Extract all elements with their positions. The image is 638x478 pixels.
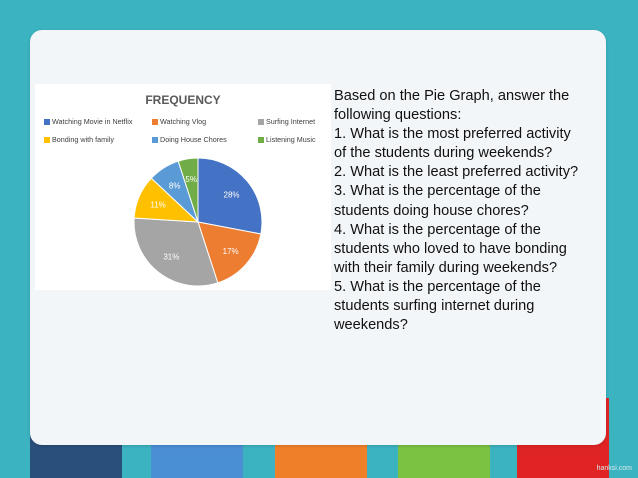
legend-label: Watching Vlog (160, 117, 207, 126)
legend-label: Doing House Chores (160, 135, 227, 144)
question-5: 5. What is the percentage of the students surfing internet during weekends? (334, 278, 541, 334)
pie-chart-panel (35, 84, 331, 290)
watermark: hanksi.com (596, 465, 632, 472)
question-1: 1. What is the most preferred activity of the students during weekends? (334, 126, 571, 162)
question-text (334, 87, 579, 335)
pie-slice-label-0: 28% (223, 190, 240, 200)
pie-slice-label-3: 11% (150, 200, 166, 210)
pie-chart (35, 84, 331, 290)
pie-slice-label-4: 8% (168, 181, 181, 191)
question-3: 3. What is the percentage of the students doing house chores? (334, 183, 541, 219)
legend-label: Bonding with family (52, 135, 114, 144)
pie-slice-label-1: 17% (222, 246, 239, 256)
pie-slice-label-2: 31% (163, 252, 180, 262)
question-2: 2. What is the least preferred activity? (334, 164, 579, 181)
legend-label: Listening Music (266, 135, 316, 144)
legend-label: Watching Movie in Netflix (52, 117, 133, 126)
legend-label: Surfing Internet (266, 117, 316, 126)
pie-slice-label-5: 5% (185, 175, 197, 185)
chart-title: FREQUENCY (145, 93, 221, 107)
question-4: 4. What is the percentage of the students who loved to have bonding with their family during weekends? (334, 221, 567, 276)
question-intro: Based on the Pie Graph, answer the following questions: (334, 88, 570, 124)
